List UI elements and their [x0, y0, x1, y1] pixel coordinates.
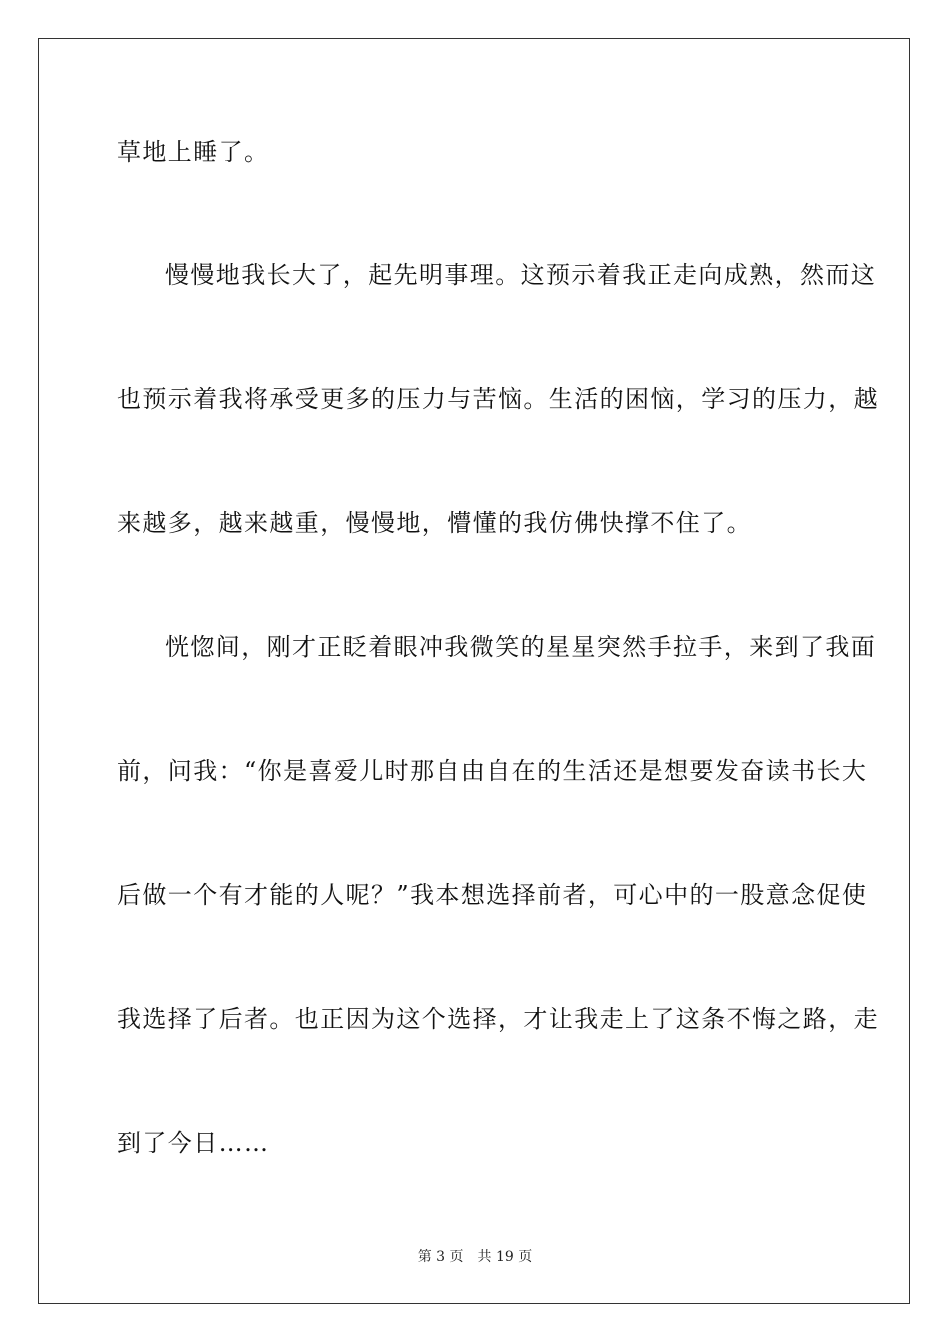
paragraph-line: 前，问我：“你是喜爱儿时那自由自在的生活还是想要发奋读书长大 — [117, 757, 868, 785]
paragraph-line: 到了今日…… — [117, 1129, 270, 1157]
paragraph-line: 慢慢地我长大了，起先明事理。这预示着我正走向成熟，然而这 — [165, 261, 877, 289]
paragraph-line: 来越多，越来越重，慢慢地，懵懂的我仿佛快撑不住了。 — [117, 509, 752, 537]
paragraph-line: 恍惚间，刚才正眨着眼冲我微笑的星星突然手拉手，来到了我面 — [165, 633, 877, 661]
paragraph-line: 草地上睡了。 — [117, 138, 270, 166]
paragraph-line: 也预示着我将承受更多的压力与苦恼。生活的困恼，学习的压力，越 — [117, 385, 879, 413]
page-total: 共 19 页 — [477, 1249, 533, 1265]
page-number: 第 3 页 — [417, 1249, 464, 1265]
paragraph-line: 我选择了后者。也正因为这个选择，才让我走上了这条不悔之路，走 — [117, 1005, 879, 1033]
page-border — [38, 38, 910, 1304]
page-footer — [0, 1248, 950, 1266]
paragraph-line: 后做一个有才能的人呢？”我本想选择前者，可心中的一股意念促使 — [117, 881, 868, 909]
